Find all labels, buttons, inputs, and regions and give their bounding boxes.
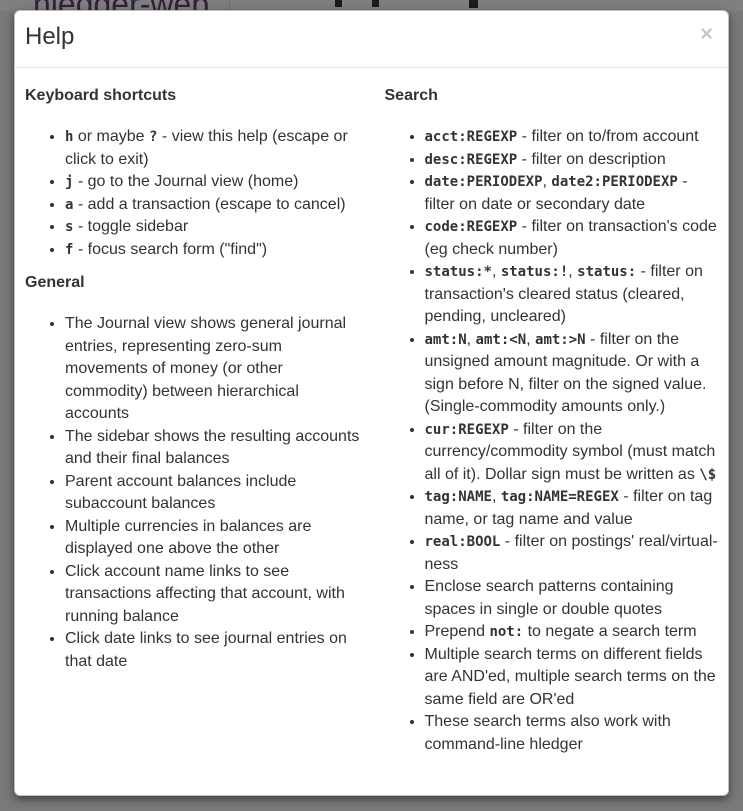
text-run: - filter on transaction's code (eg check number) — [424, 218, 717, 258]
help-column-right — [372, 86, 719, 766]
code-term: real:BOOL — [424, 534, 501, 550]
help-item — [65, 194, 361, 217]
help-item — [65, 516, 361, 561]
help-column-left — [25, 86, 372, 766]
text-run: - filter on date or secondary date — [424, 173, 688, 213]
text-run: Click date links to see journal entries on that date — [65, 630, 347, 670]
help-item — [425, 261, 719, 329]
code-term: tag:NAME=REGEX — [500, 489, 619, 505]
help-item — [425, 329, 719, 419]
help-item — [425, 126, 719, 149]
code-term: amt:N — [424, 331, 467, 348]
modal-header — [15, 11, 728, 68]
text-run: These search terms also work with command-line hledger — [424, 713, 671, 753]
code-term: tag:NAME — [424, 489, 492, 505]
code-term: s — [65, 219, 74, 235]
code-term: ? — [149, 129, 158, 145]
text-run: Multiple currencies in balances are displayed one above the other — [65, 517, 312, 557]
text-run: The sidebar shows the resulting accounts and their final balances — [65, 427, 360, 467]
text-run: , — [491, 488, 501, 505]
code-term: j — [65, 174, 74, 190]
code-term: not: — [489, 624, 524, 640]
help-list — [25, 313, 361, 673]
help-item — [425, 486, 719, 531]
help-item — [65, 628, 361, 673]
help-item — [425, 576, 719, 621]
code-term: date:PERIODEXP — [424, 174, 543, 190]
help-item — [65, 561, 361, 629]
help-item — [65, 171, 361, 194]
text-run: The Journal view shows general journal entries, representing zero-sum movements of money (or other commodity) between hierarchical accounts — [65, 315, 347, 422]
code-term: amt:<N — [475, 331, 527, 348]
help-item — [425, 419, 719, 487]
code-term: code:REGEXP — [424, 219, 518, 235]
text-run: Enclose search patterns containing spaces in single or double quotes — [424, 578, 674, 618]
text-run: Parent account balances include subaccount balances — [65, 472, 297, 512]
text-run: - filter on postings' real/virtual-ness — [424, 533, 718, 573]
help-item — [425, 644, 719, 712]
help-item — [425, 171, 719, 216]
section-heading: Search — [384, 87, 438, 104]
text-run: - go to the Journal view (home) — [73, 173, 299, 190]
text-run: - filter on tag name, or tag name and value — [424, 488, 713, 528]
help-item — [65, 239, 361, 262]
section-heading: General — [25, 274, 85, 291]
text-run: , — [542, 173, 552, 190]
help-item — [425, 531, 719, 576]
help-item — [425, 621, 719, 644]
code-term: date2:PERIODEXP — [551, 174, 678, 190]
text-run: - add a transaction (escape to cancel) — [73, 195, 346, 213]
text-run: to negate a search term — [523, 623, 697, 640]
text-run: - filter on description — [517, 150, 666, 168]
text-run: - filter on the unsigned amount magnitude. Or with a sign before N, filter on the signed value. (Single-commodity amounts only.) — [424, 330, 707, 415]
modal-title: Help — [25, 23, 75, 50]
text-run: - focus search form ("find") — [73, 240, 268, 258]
text-run: Multiple search terms on different fields are AND'ed, multiple search terms on the same field are OR'ed — [424, 645, 716, 708]
text-run: , — [568, 263, 578, 280]
section-heading: Keyboard shortcuts — [25, 87, 177, 104]
code-term: h — [65, 129, 74, 145]
help-modal — [14, 10, 729, 796]
code-term: acct:REGEXP — [424, 129, 518, 145]
text-run: Prepend — [424, 623, 490, 640]
help-item — [425, 216, 719, 261]
text-run: , — [491, 263, 501, 280]
code-term: a — [65, 196, 74, 213]
text-run: Click account name links to see transactions affecting that account, with running balance — [65, 562, 345, 625]
code-term: f — [65, 241, 74, 258]
help-item — [65, 471, 361, 516]
code-term: cur:REGEXP — [424, 421, 509, 438]
text-run: - filter on to/from account — [517, 128, 699, 145]
code-term: status:! — [500, 264, 569, 280]
text-run: , — [466, 330, 476, 348]
modal-body — [15, 68, 728, 791]
close-button[interactable]: × — [700, 21, 713, 46]
text-run: or maybe — [73, 128, 150, 145]
text-run: - filter on the currency/commodity symbol (must match all of it). Dollar sign must be written as — [424, 420, 716, 483]
text-run: , — [526, 330, 536, 348]
help-list — [25, 126, 361, 261]
background-heading-fragment — [469, 0, 478, 8]
background-heading-fragment — [335, 0, 342, 7]
help-item — [65, 313, 361, 426]
text-run: - toggle sidebar — [73, 218, 189, 235]
code-term: status:* — [424, 264, 492, 280]
code-term: amt:>N — [535, 331, 586, 348]
text-run: - filter on transaction's cleared status (cleared, pending, uncleared) — [424, 263, 703, 325]
code-term: \$ — [699, 466, 717, 483]
text-run: - view this help (escape or click to exit) — [65, 128, 348, 168]
help-item — [425, 711, 719, 756]
help-item — [65, 126, 361, 171]
background-heading-fragment — [372, 0, 379, 7]
code-term: status: — [577, 264, 637, 280]
help-list — [385, 126, 719, 756]
help-item — [65, 426, 361, 471]
help-item — [65, 216, 361, 239]
code-term: desc:REGEXP — [424, 151, 518, 168]
help-item — [425, 149, 719, 172]
